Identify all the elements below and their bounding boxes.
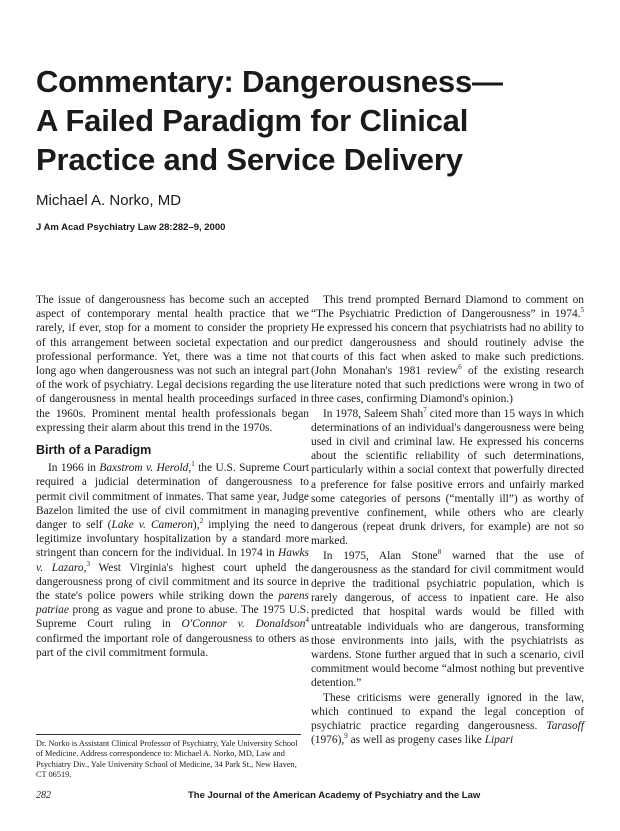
reference-number: 6 xyxy=(458,363,462,372)
reference-number: 4 xyxy=(305,616,309,625)
reference-number: 3 xyxy=(86,559,90,568)
journal-citation: J Am Acad Psychiatry Law 28:282–9, 2000 xyxy=(36,222,226,233)
case-name: Hawks v. Lazaro, xyxy=(36,547,309,574)
intro-paragraph: The issue of dangerousness has become such an accepted aspect of contemporary mental health practice that we rarely, if ever, stop for a moment to consider the propriety of this arrangement between societal expectation and our professional performance. Yet, there was a time not that long ago when dangerousness was not such an integral part of the work of psychiatry. Legal decisions regarding the use of dangerousness in mental health proceedings surfaced in the 1960s. Prominent mental health professionals began expressing their alarm about this trend in the 1970s. xyxy=(36,294,309,434)
case-name: O'Connor v. Donaldson xyxy=(181,618,306,631)
right-column xyxy=(311,293,584,748)
article-title xyxy=(36,62,596,179)
body-paragraph: In 1978, Saleem Shah$^7$ cited more than 15 ways in which determinations of an individual's dangerousness were being used in civil and criminal law. He expressed his concerns about the scientific reliability of such determinations, particularly within a social context that powerfully directed a preference for false positive errors and unfairly marked some categories of persons (“mentally ill”) as worthy of preventive confinement, while others who are clearly dangerous (repeat drunk drivers, for example) are not so marked. xyxy=(311,405,584,548)
author-name: Michael A. Norko, MD xyxy=(36,192,182,209)
author-footnote: Dr. Norko is Assistant Clinical Professor of Psychiatry, Yale University School of Medicine. Address correspondence to: Michael A. Norko, MD, Law and Psychiatry Div., Yale University School of Medicine, 34 Park St., New Haven, CT 06519. xyxy=(36,739,298,779)
body-paragraph: In 1975, Alan Stone$^8$ warned that the use of dangerousness as the standard for civil commitment would deprive the traditional psychiatric population, which is rarely dangerous, of access to inpatient care. He also predicted that hospital wards would be filled with untreatable individuals who are dangerous, transforming those environments into jails, with the psychiatrists as wardens. Stone further argued that in such a scenario, civil commitment would become “almost nothing but preventive detention.” xyxy=(311,547,584,690)
page-number: 282 xyxy=(36,790,51,801)
title-line: A Failed Paradigm for Clinical xyxy=(36,103,469,138)
reference-number: 8 xyxy=(437,547,442,556)
case-name: Lake v. Cameron xyxy=(111,519,193,532)
reference-number: 2 xyxy=(199,517,204,526)
footnote-divider xyxy=(36,734,301,735)
case-name: Lipari xyxy=(484,734,514,747)
body-paragraph: In 1966 in Baxstrom v. Herold,$^1$ the U.S. Supreme Court required a judicial determination of dangerousness to permit civil commitment of inmates. That same year, Judge Bazelon limited the use of civil commitment in managing danger to self (Lake v. Cameron),$^2$ implying the need to legitimize involuntary hospitalization by a standard more stringent than concern for the individual. In 1974 in Hawks v. Lazaro,$^3$ West Virginia's highest court upheld the dangerousness prong of civil commitment and its source in the state's police powers while striking down the parens patriae prong as vague and prone to abuse. The 1975 U.S. Supreme Court ruling in O'Connor v. Donaldson$^4$ confirmed the important role of dangerousness to others as part of the civil commitment formula. xyxy=(36,460,309,659)
title-line: Practice and Service Delivery xyxy=(36,142,463,177)
body-paragraph: This trend prompted Bernard Diamond to comment on “The Psychiatric Prediction of Dangerousness” in 1974.$^5$ He expressed his concern that psychiatrists had no ability to predict dangerousness and should routinely advise the courts of this fact when asked to make such predictions. (John Monahan's 1981 review$^6$ of the existing research literature noted that such predictions were wrong in two of three cases, confirming Diamond's opinion.) xyxy=(311,294,584,406)
reference-number: 1 xyxy=(191,460,195,469)
legal-term: parens patriae xyxy=(36,590,309,617)
journal-footer: The Journal of the American Academy of Psychiatry and the Law xyxy=(188,790,481,801)
left-column xyxy=(36,293,309,660)
case-name: Tarasoff xyxy=(546,720,584,733)
reference-number: 7 xyxy=(423,405,427,414)
reference-number: 5 xyxy=(580,306,584,315)
section-heading: Birth of a Paradigm xyxy=(36,443,152,458)
case-name: Baxstrom v. Herold, xyxy=(99,462,192,475)
title-line: Commentary: Dangerousness— xyxy=(36,64,503,99)
body-paragraph: These criticisms were generally ignored in the law, which continued to expand the legal conception of psychiatric practice regarding dangerousness. Tarasoff (1976),$^9$ as well as progeny cases like Lipari xyxy=(311,691,584,747)
reference-number: 9 xyxy=(344,732,348,741)
